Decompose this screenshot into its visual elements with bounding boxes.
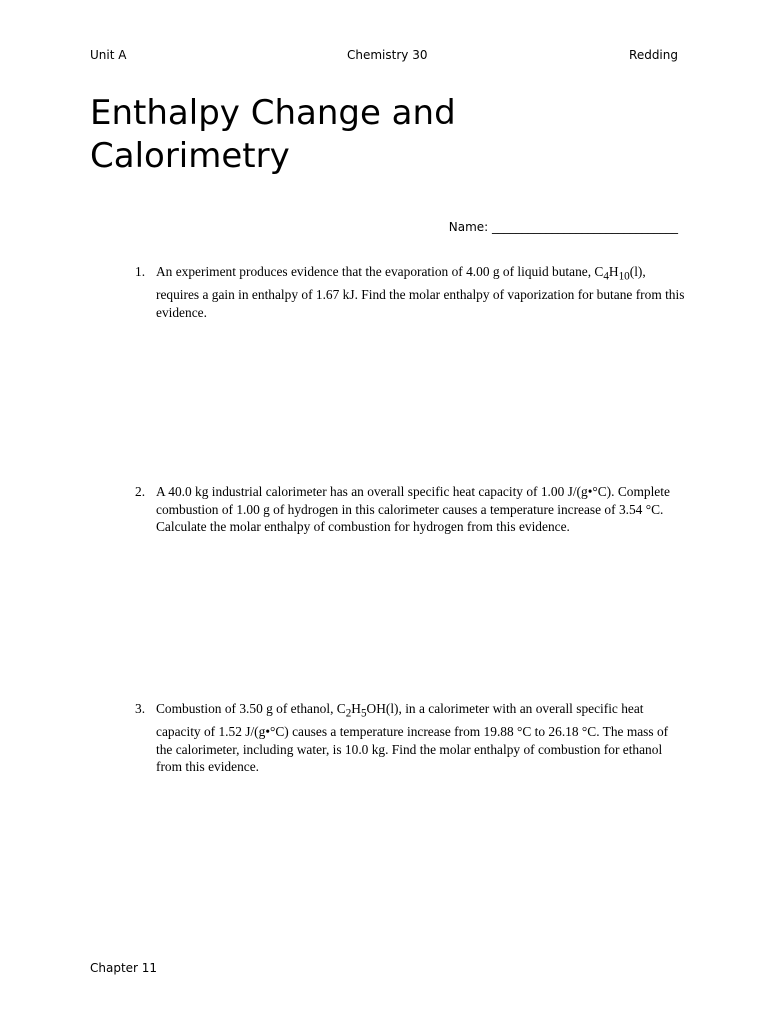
question-text: Combustion of 3.50 g of ethanol, $C_2H_5OH(l)$, in a calorimeter with an overall specific heat capacity of 1.52 J/(g•°C) causes a temperature increase from 19.88 °C to 26.18 °C. The mass of the calorimeter, including water, is 10.0 kg. Find the molar enthalpy of combustion for ethanol from this evidence. [156, 701, 669, 775]
question-number: 3. [135, 701, 146, 716]
question-2 [135, 483, 685, 536]
question-1 [135, 263, 685, 321]
title-line-2: Calorimetry [90, 136, 290, 176]
title-line-1: Enthalpy Change and [90, 93, 456, 133]
question-number: 2. [135, 484, 146, 499]
page-title [90, 92, 590, 178]
header-unit: Unit A [90, 48, 127, 62]
footer-chapter: Chapter 11 [90, 961, 158, 975]
question-number: 1. [135, 264, 146, 279]
header-teacher: Redding [629, 48, 678, 62]
header-course: Chemistry 30 [347, 48, 428, 62]
question-3 [135, 700, 685, 776]
name-field[interactable]: Name: _______________________________ [448, 220, 678, 234]
question-text: An experiment produces evidence that the evaporation of 4.00 g of liquid butane, $C_4H_{10}(l)$, requires a gain in enthalpy of 1.67 kJ. Find the molar enthalpy of vaporization for butane from this evidence. [156, 264, 685, 320]
question-text: A 40.0 kg industrial calorimeter has an overall specific heat capacity of 1.00 J/(g•°C). Complete combustion of 1.00 g of hydrogen in this calorimeter causes a temperature increase of 3.54 °C. Calculate the molar enthalpy of combustion for hydrogen from this evidence. [156, 484, 670, 534]
